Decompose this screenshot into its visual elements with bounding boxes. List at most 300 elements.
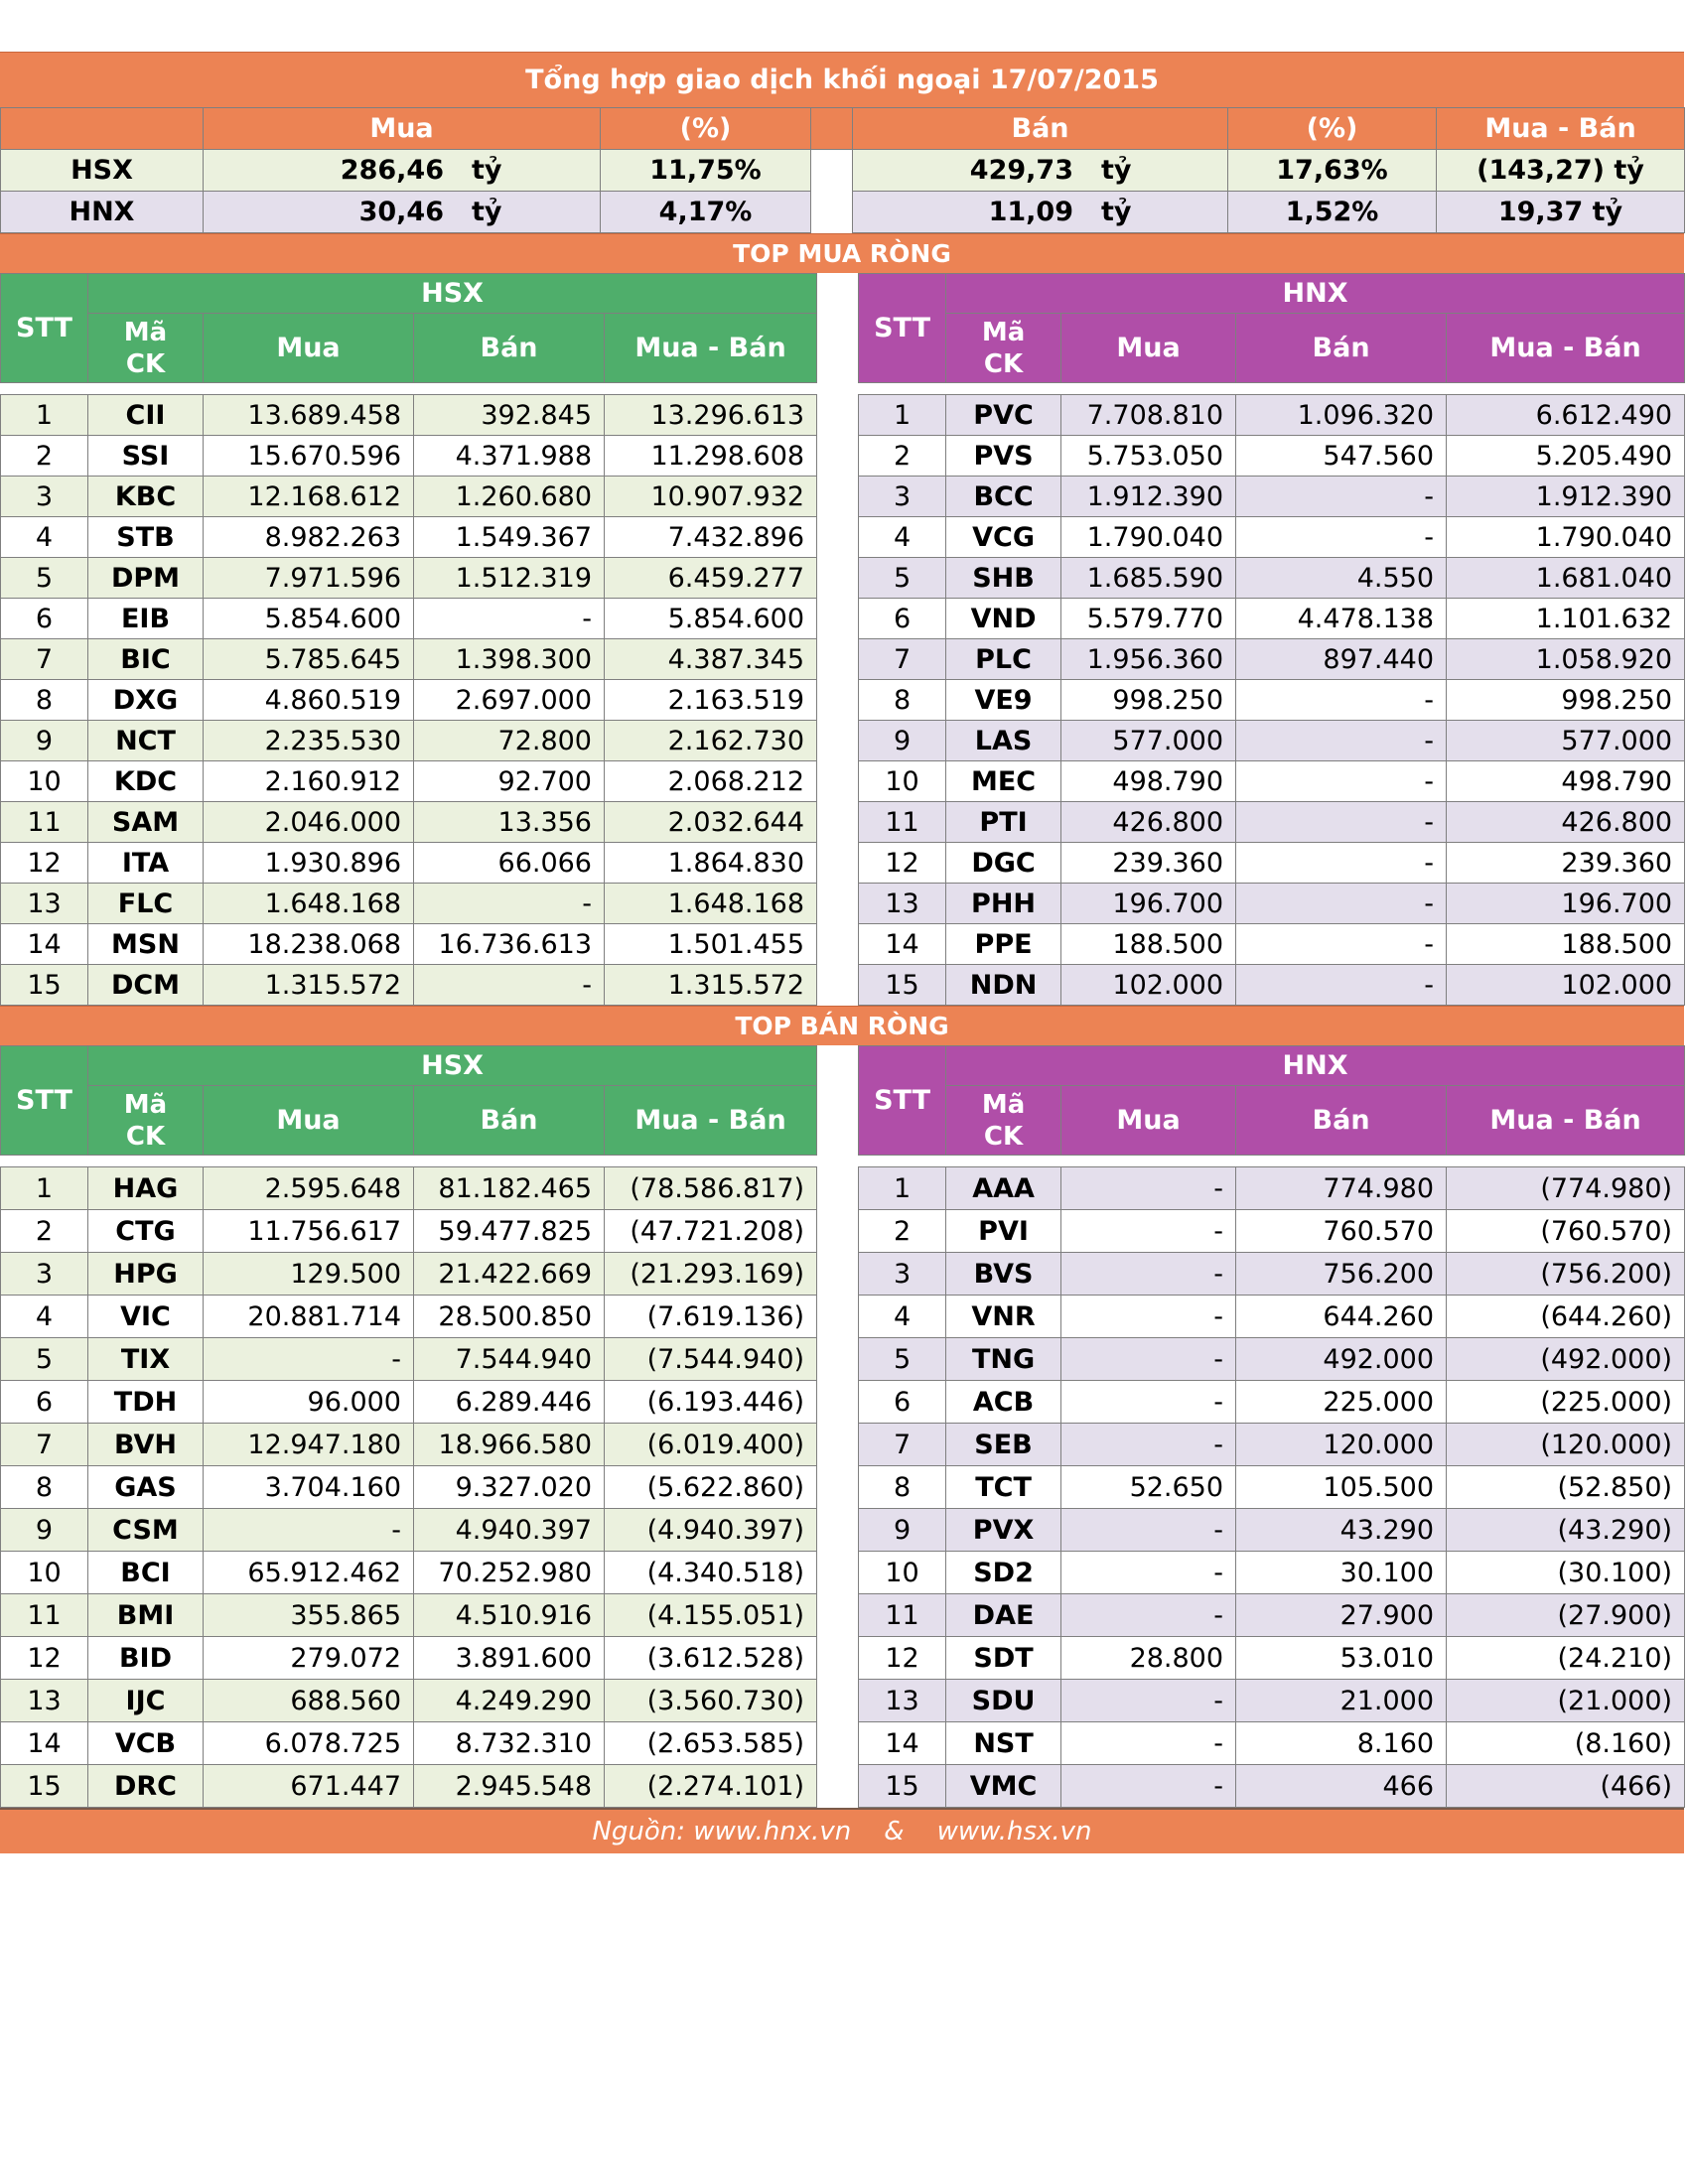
table-row [1, 721, 1685, 761]
top-net-buy-table [0, 273, 1685, 1006]
summary-net: 19,37 tỷ [1437, 192, 1685, 233]
cell-sell: 492.000 [1236, 1338, 1447, 1381]
cell-stt: 14 [859, 924, 946, 965]
col-header-stt: STT [1, 274, 88, 383]
cell-buy: 12.168.612 [204, 477, 414, 517]
cell-sell: 466 [1236, 1765, 1447, 1808]
column-separator [817, 477, 859, 517]
col-header-ck: CK [125, 1121, 166, 1152]
cell-sell: 3.891.600 [414, 1637, 605, 1680]
cell-stt: 12 [1, 1637, 88, 1680]
hsx-group-header: HSX [88, 1046, 817, 1086]
cell-ticker: VE9 [946, 680, 1061, 721]
cell-buy: 2.046.000 [204, 802, 414, 843]
table-row [1, 1253, 1685, 1296]
cell-net: 1.058.920 [1447, 639, 1685, 680]
cell-ticker: KDC [88, 761, 204, 802]
col-header-ck: CK [125, 348, 166, 379]
cell-net: 188.500 [1447, 924, 1685, 965]
cell-stt: 4 [1, 517, 88, 558]
col-header-buy: Mua [204, 1086, 414, 1156]
cell-stt: 10 [1, 761, 88, 802]
cell-stt: 13 [1, 1680, 88, 1722]
cell-sell: - [1236, 802, 1447, 843]
col-header-sell: Bán [414, 314, 605, 383]
cell-stt: 3 [859, 477, 946, 517]
cell-sell: 4.249.290 [414, 1680, 605, 1722]
cell-stt: 4 [859, 1296, 946, 1338]
cell-sell: 1.512.319 [414, 558, 605, 599]
cell-ticker: LAS [946, 721, 1061, 761]
cell-ticker: PPE [946, 924, 1061, 965]
cell-ticker: TCT [946, 1466, 1061, 1509]
cell-stt: 10 [859, 1552, 946, 1594]
table-row [1, 1680, 1685, 1722]
cell-ticker: BCC [946, 477, 1061, 517]
cell-ticker: PVC [946, 395, 1061, 436]
cell-buy: 1.930.896 [204, 843, 414, 884]
cell-ticker: DCM [88, 965, 204, 1006]
column-separator [817, 1552, 859, 1594]
column-separator [817, 924, 859, 965]
cell-ticker: SSI [88, 436, 204, 477]
table-row [1, 1552, 1685, 1594]
cell-ticker: TDH [88, 1381, 204, 1424]
cell-stt: 5 [859, 558, 946, 599]
cell-net: (52.850) [1447, 1466, 1685, 1509]
cell-buy: 15.670.596 [204, 436, 414, 477]
cell-net: (78.586.817) [605, 1167, 817, 1210]
cell-stt: 11 [1, 802, 88, 843]
cell-buy: 2.595.648 [204, 1167, 414, 1210]
cell-net: (756.200) [1447, 1253, 1685, 1296]
column-separator [817, 1338, 859, 1381]
table-row [1, 517, 1685, 558]
column-separator [817, 965, 859, 1006]
cell-net: 1.681.040 [1447, 558, 1685, 599]
cell-buy: 577.000 [1061, 721, 1236, 761]
column-separator [817, 1466, 859, 1509]
cell-net: (7.619.136) [605, 1296, 817, 1338]
cell-net: 11.298.608 [605, 436, 817, 477]
cell-sell: 27.900 [1236, 1594, 1447, 1637]
column-separator [817, 1167, 859, 1210]
cell-sell: 28.500.850 [414, 1296, 605, 1338]
column-separator [817, 680, 859, 721]
cell-buy: - [1061, 1594, 1236, 1637]
cell-sell: 756.200 [1236, 1253, 1447, 1296]
cell-stt: 7 [1, 639, 88, 680]
col-header-net: Mua - Bán [1447, 314, 1685, 383]
cell-net: (644.260) [1447, 1296, 1685, 1338]
table-row [1, 1594, 1685, 1637]
cell-ticker: PVX [946, 1509, 1061, 1552]
table-row [1, 395, 1685, 436]
cell-stt: 9 [1, 1509, 88, 1552]
cell-sell: 547.560 [1236, 436, 1447, 477]
column-separator [817, 558, 859, 599]
summary-exchange: HSX [1, 150, 204, 192]
summary-buy-unit: tỷ [472, 197, 502, 227]
cell-ticker: PLC [946, 639, 1061, 680]
cell-buy: 5.579.770 [1061, 599, 1236, 639]
cell-stt: 5 [859, 1338, 946, 1381]
cell-sell: - [1236, 680, 1447, 721]
cell-ticker: SHB [946, 558, 1061, 599]
cell-net: (120.000) [1447, 1424, 1685, 1466]
cell-stt: 13 [1, 884, 88, 924]
cell-net: 6.612.490 [1447, 395, 1685, 436]
cell-sell: 59.477.825 [414, 1210, 605, 1253]
cell-ticker: BVS [946, 1253, 1061, 1296]
cell-buy: 129.500 [204, 1253, 414, 1296]
column-separator [817, 1424, 859, 1466]
summary-sell-value: 429,73 [969, 155, 1073, 186]
cell-ticker: VIC [88, 1296, 204, 1338]
col-header-stt: STT [1, 1046, 88, 1156]
hnx-group-header: HNX [946, 1046, 1685, 1086]
cell-ticker: VMC [946, 1765, 1061, 1808]
cell-net: (43.290) [1447, 1509, 1685, 1552]
cell-sell: 392.845 [414, 395, 605, 436]
cell-ticker: BMI [88, 1594, 204, 1637]
cell-sell: 43.290 [1236, 1509, 1447, 1552]
cell-buy: - [1061, 1722, 1236, 1765]
cell-net: (6.019.400) [605, 1424, 817, 1466]
cell-stt: 14 [859, 1722, 946, 1765]
cell-stt: 6 [859, 599, 946, 639]
cell-stt: 8 [859, 680, 946, 721]
cell-buy: 1.790.040 [1061, 517, 1236, 558]
summary-sell-unit: tỷ [1101, 155, 1132, 186]
header-spacer-row [1, 1156, 1685, 1167]
cell-buy: - [1061, 1552, 1236, 1594]
cell-buy: 13.689.458 [204, 395, 414, 436]
cell-stt: 6 [859, 1381, 946, 1424]
table-row [1, 761, 1685, 802]
cell-net: 7.432.896 [605, 517, 817, 558]
table-row [1, 1338, 1685, 1381]
cell-ticker: SEB [946, 1424, 1061, 1466]
summary-gap [811, 192, 853, 233]
cell-net: (492.000) [1447, 1338, 1685, 1381]
cell-buy: - [204, 1509, 414, 1552]
cell-buy: - [1061, 1338, 1236, 1381]
cell-sell: 53.010 [1236, 1637, 1447, 1680]
cell-net: 1.315.572 [605, 965, 817, 1006]
cell-ticker: ACB [946, 1381, 1061, 1424]
cell-ticker: NCT [88, 721, 204, 761]
cell-stt: 12 [1, 843, 88, 884]
cell-net: 1.501.455 [605, 924, 817, 965]
summary-header-buy: Mua [204, 108, 601, 150]
col-header-net: Mua - Bán [605, 314, 817, 383]
cell-stt: 7 [1, 1424, 88, 1466]
cell-stt: 11 [859, 1594, 946, 1637]
cell-ticker: PVS [946, 436, 1061, 477]
cell-buy: 1.912.390 [1061, 477, 1236, 517]
table-row [1, 1424, 1685, 1466]
column-separator [817, 1296, 859, 1338]
col-header-stt: STT [859, 1046, 946, 1156]
cell-net: 1.101.632 [1447, 599, 1685, 639]
cell-buy: 355.865 [204, 1594, 414, 1637]
summary-buy-cell [204, 150, 601, 192]
table-row [1, 1466, 1685, 1509]
column-separator [817, 1381, 859, 1424]
col-header-stt: STT [859, 274, 946, 383]
cell-buy: 188.500 [1061, 924, 1236, 965]
table-row [1, 436, 1685, 477]
column-separator [817, 639, 859, 680]
cell-buy: 12.947.180 [204, 1424, 414, 1466]
cell-stt: 15 [1, 1765, 88, 1808]
cell-ticker: SAM [88, 802, 204, 843]
column-separator [817, 1210, 859, 1253]
cell-ticker: HPG [88, 1253, 204, 1296]
col-header-sell: Bán [414, 1086, 605, 1156]
col-header-ma-ck [946, 314, 1061, 383]
cell-net: (466) [1447, 1765, 1685, 1808]
cell-sell: - [1236, 517, 1447, 558]
cell-stt: 9 [859, 721, 946, 761]
cell-sell: 92.700 [414, 761, 605, 802]
cell-sell: 4.510.916 [414, 1594, 605, 1637]
cell-buy: - [1061, 1253, 1236, 1296]
cell-ticker: TIX [88, 1338, 204, 1381]
column-separator [817, 517, 859, 558]
cell-net: (47.721.208) [605, 1210, 817, 1253]
table-row [1, 599, 1685, 639]
cell-sell: 760.570 [1236, 1210, 1447, 1253]
cell-sell: 1.260.680 [414, 477, 605, 517]
cell-ticker: EIB [88, 599, 204, 639]
table-row [1, 965, 1685, 1006]
cell-sell: 4.478.138 [1236, 599, 1447, 639]
cell-buy: 998.250 [1061, 680, 1236, 721]
cell-stt: 15 [1, 965, 88, 1006]
cell-buy: 65.912.462 [204, 1552, 414, 1594]
table-row [1, 1381, 1685, 1424]
summary-gap [811, 150, 853, 192]
cell-ticker: SD2 [946, 1552, 1061, 1594]
summary-net: (143,27) tỷ [1437, 150, 1685, 192]
cell-ticker: BCI [88, 1552, 204, 1594]
cell-buy: 6.078.725 [204, 1722, 414, 1765]
cell-ticker: NDN [946, 965, 1061, 1006]
cell-net: (21.293.169) [605, 1253, 817, 1296]
cell-net: (27.900) [1447, 1594, 1685, 1637]
cell-ticker: CSM [88, 1509, 204, 1552]
cell-net: (30.100) [1447, 1552, 1685, 1594]
cell-net: (2.653.585) [605, 1722, 817, 1765]
col-header-ma-ck [946, 1086, 1061, 1156]
cell-stt: 15 [859, 1765, 946, 1808]
summary-buy-pct: 4,17% [601, 192, 811, 233]
col-header-ma-ck [88, 314, 204, 383]
cell-stt: 13 [859, 884, 946, 924]
column-separator [817, 1722, 859, 1765]
summary-header-blank [1, 108, 204, 150]
summary-header-sell-pct: (%) [1228, 108, 1437, 150]
cell-buy: 196.700 [1061, 884, 1236, 924]
cell-ticker: CTG [88, 1210, 204, 1253]
cell-sell: 2.945.548 [414, 1765, 605, 1808]
cell-ticker: SDU [946, 1680, 1061, 1722]
table-row [1, 884, 1685, 924]
summary-row-hsx [1, 150, 1685, 192]
cell-net: 2.162.730 [605, 721, 817, 761]
cell-sell: 16.736.613 [414, 924, 605, 965]
cell-buy: 1.956.360 [1061, 639, 1236, 680]
summary-header-net: Mua - Bán [1437, 108, 1685, 150]
column-separator [817, 599, 859, 639]
col-header-ck: CK [983, 348, 1024, 379]
cell-sell: - [1236, 884, 1447, 924]
cell-net: 1.912.390 [1447, 477, 1685, 517]
column-separator [817, 1594, 859, 1637]
cell-stt: 3 [1, 477, 88, 517]
col-header-sell: Bán [1236, 1086, 1447, 1156]
cell-sell: 9.327.020 [414, 1466, 605, 1509]
summary-sell-pct: 1,52% [1228, 192, 1437, 233]
cell-stt: 2 [1, 436, 88, 477]
column-separator [817, 761, 859, 802]
cell-sell: - [1236, 477, 1447, 517]
cell-stt: 3 [859, 1253, 946, 1296]
summary-row-hnx [1, 192, 1685, 233]
cell-buy: - [1061, 1167, 1236, 1210]
cell-ticker: ITA [88, 843, 204, 884]
cell-net: 426.800 [1447, 802, 1685, 843]
cell-net: (3.560.730) [605, 1680, 817, 1722]
cell-buy: - [1061, 1296, 1236, 1338]
cell-sell: 70.252.980 [414, 1552, 605, 1594]
cell-ticker: BVH [88, 1424, 204, 1466]
cell-buy: - [204, 1338, 414, 1381]
cell-buy: 18.238.068 [204, 924, 414, 965]
cell-buy: 1.685.590 [1061, 558, 1236, 599]
cell-net: 498.790 [1447, 761, 1685, 802]
cell-sell: 225.000 [1236, 1381, 1447, 1424]
cell-ticker: MEC [946, 761, 1061, 802]
cell-stt: 11 [1, 1594, 88, 1637]
cell-net: 1.864.830 [605, 843, 817, 884]
cell-buy: 279.072 [204, 1637, 414, 1680]
summary-sell-unit: tỷ [1101, 197, 1132, 227]
cell-ticker: KBC [88, 477, 204, 517]
col-header-buy: Mua [204, 314, 414, 383]
column-separator [817, 884, 859, 924]
summary-header-row [1, 108, 1685, 150]
summary-buy-cell [204, 192, 601, 233]
cell-net: 102.000 [1447, 965, 1685, 1006]
cell-ticker: DAE [946, 1594, 1061, 1637]
cell-net: (760.570) [1447, 1210, 1685, 1253]
cell-stt: 7 [859, 1424, 946, 1466]
cell-buy: 20.881.714 [204, 1296, 414, 1338]
section-title: TOP MUA RÒNG [0, 233, 1684, 273]
cell-ticker: VCB [88, 1722, 204, 1765]
cell-sell: 81.182.465 [414, 1167, 605, 1210]
cell-net: (2.274.101) [605, 1765, 817, 1808]
cell-ticker: BIC [88, 639, 204, 680]
cell-buy: 4.860.519 [204, 680, 414, 721]
cell-buy: 5.753.050 [1061, 436, 1236, 477]
cell-stt: 9 [1, 721, 88, 761]
column-separator [817, 395, 859, 436]
summary-header-buy-pct: (%) [601, 108, 811, 150]
cell-sell: 774.980 [1236, 1167, 1447, 1210]
cell-net: (4.940.397) [605, 1509, 817, 1552]
col-header-ma: Mã [123, 1089, 168, 1120]
cell-buy: 1.648.168 [204, 884, 414, 924]
cell-buy: 498.790 [1061, 761, 1236, 802]
cell-net: (4.340.518) [605, 1552, 817, 1594]
cell-ticker: PHH [946, 884, 1061, 924]
cell-buy: 2.160.912 [204, 761, 414, 802]
cell-ticker: IJC [88, 1680, 204, 1722]
cell-net: 13.296.613 [605, 395, 817, 436]
cell-net: (3.612.528) [605, 1637, 817, 1680]
cell-net: 1.790.040 [1447, 517, 1685, 558]
cell-sell: 4.550 [1236, 558, 1447, 599]
sections-container [0, 233, 1684, 1808]
cell-buy: 52.650 [1061, 1466, 1236, 1509]
column-separator [817, 1765, 859, 1808]
cell-net: (7.544.940) [605, 1338, 817, 1381]
cell-sell: 21.422.669 [414, 1253, 605, 1296]
cell-sell: 1.549.367 [414, 517, 605, 558]
cell-sell: 1.398.300 [414, 639, 605, 680]
col-header-ma: Mã [123, 317, 168, 347]
cell-net: 196.700 [1447, 884, 1685, 924]
cell-stt: 8 [1, 680, 88, 721]
cell-stt: 4 [1, 1296, 88, 1338]
col-header-ma: Mã [981, 317, 1026, 347]
cell-stt: 10 [1, 1552, 88, 1594]
summary-buy-unit: tỷ [472, 155, 502, 186]
cell-buy: 2.235.530 [204, 721, 414, 761]
cell-net: 6.459.277 [605, 558, 817, 599]
cell-net: 2.163.519 [605, 680, 817, 721]
cell-stt: 14 [1, 1722, 88, 1765]
cell-stt: 2 [1, 1210, 88, 1253]
cell-sell: 72.800 [414, 721, 605, 761]
cell-buy: - [1061, 1210, 1236, 1253]
cell-ticker: AAA [946, 1167, 1061, 1210]
column-separator [817, 1637, 859, 1680]
cell-ticker: VCG [946, 517, 1061, 558]
cell-buy: 3.704.160 [204, 1466, 414, 1509]
summary-exchange: HNX [1, 192, 204, 233]
column-separator [817, 802, 859, 843]
cell-net: 998.250 [1447, 680, 1685, 721]
column-separator [817, 1680, 859, 1722]
cell-net: 2.068.212 [605, 761, 817, 802]
cell-buy: 1.315.572 [204, 965, 414, 1006]
table-row [1, 843, 1685, 884]
summary-sell-cell [853, 192, 1228, 233]
cell-sell: - [1236, 965, 1447, 1006]
summary-buy-pct: 11,75% [601, 150, 811, 192]
cell-ticker: STB [88, 517, 204, 558]
column-separator [817, 721, 859, 761]
cell-net: (4.155.051) [605, 1594, 817, 1637]
col-header-ck: CK [983, 1121, 1024, 1152]
cell-ticker: HAG [88, 1167, 204, 1210]
cell-buy: 426.800 [1061, 802, 1236, 843]
